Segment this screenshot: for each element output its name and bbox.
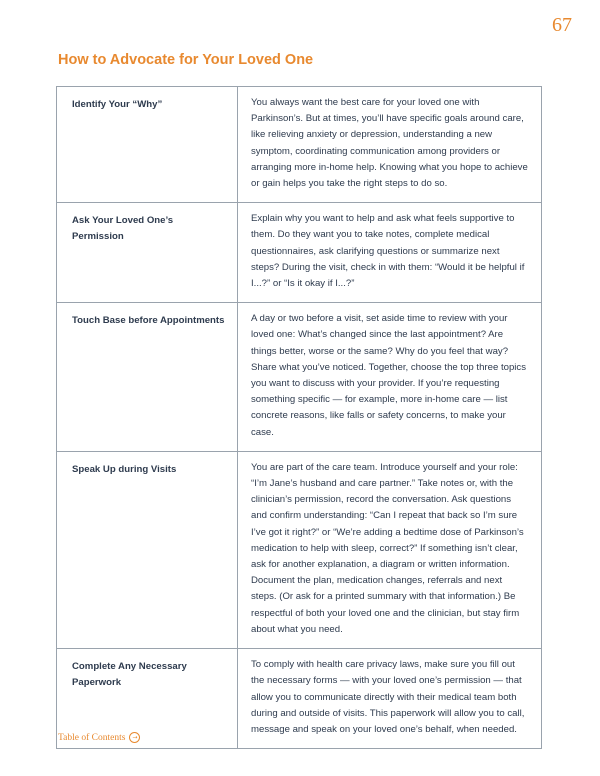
table-row [57,203,542,303]
page-title: How to Advocate for Your Loved One [58,52,314,68]
row-topic: Complete Any Necessary Paperwork [57,649,238,749]
row-description: Explain why you want to help and ask what feels supportive to them. Do they want you to take notes, complete medical questionnaires, ask clarifying questions or summarize next steps? During the visit, check in with them: “Would it be helpful if I...?” or “Is it okay if I...?” [238,203,542,303]
row-description: A day or two before a visit, set aside time to review with your loved one: What’s changed since the last appointment? Are things better, worse or the same? Why do you feel that way? Share what you’ve noticed. Together, choose the top three topics you want to discuss with your provider. If you’re requesting something specific — for example, more in-home care — list concrete reasons, like falls or safety concerns, to make your case. [238,303,542,452]
row-description: You are part of the care team. Introduce yourself and your role: “I’m Jane’s husband and care partner.” Take notes or, with the clinician’s permission, record the conversation. Ask questions and confirm understanding: “Can I repeat that back so I’m sure I’ve got it right?” or “We’re adding a bedtime dose of Parkinson’s medication to help with sleep, correct?” If something isn’t clear, ask for another explanation, a diagram or written information. Document the plan, medication changes, referrals and next steps. (Or ask for a printed summary with that information.) Be respectful of both your loved one and the clinician, but stay firm about what you need. [238,451,542,648]
table-of-contents-link[interactable] [58,732,140,743]
circle-arrow-icon: → [129,732,140,743]
row-description: You always want the best care for your loved one with Parkinson’s. But at times, you’ll have specific goals around care, like relieving anxiety or depression, understanding a new symptom, coordinating communication among providers or arranging more in-home help. Knowing what you hope to achieve or gain helps you take the right steps to do so. [238,87,542,203]
row-description: To comply with health care privacy laws, make sure you fill out the necessary forms — with your loved one’s permission — that allow you to communicate directly with their medical team both during and outside of visits. This paperwork will allow you to call, message and speak on your loved one’s behalf, when needed. [238,649,542,749]
table-of-contents-label: Table of Contents [58,732,126,743]
row-topic: Speak Up during Visits [57,451,238,648]
page-number: 67 [552,14,572,36]
advocacy-table [56,86,542,749]
row-topic: Ask Your Loved One’s Permission [57,203,238,303]
table-row [57,303,542,452]
row-topic: Touch Base before Appointments [57,303,238,452]
table-row [57,451,542,648]
table-row [57,87,542,203]
row-topic: Identify Your “Why” [57,87,238,203]
